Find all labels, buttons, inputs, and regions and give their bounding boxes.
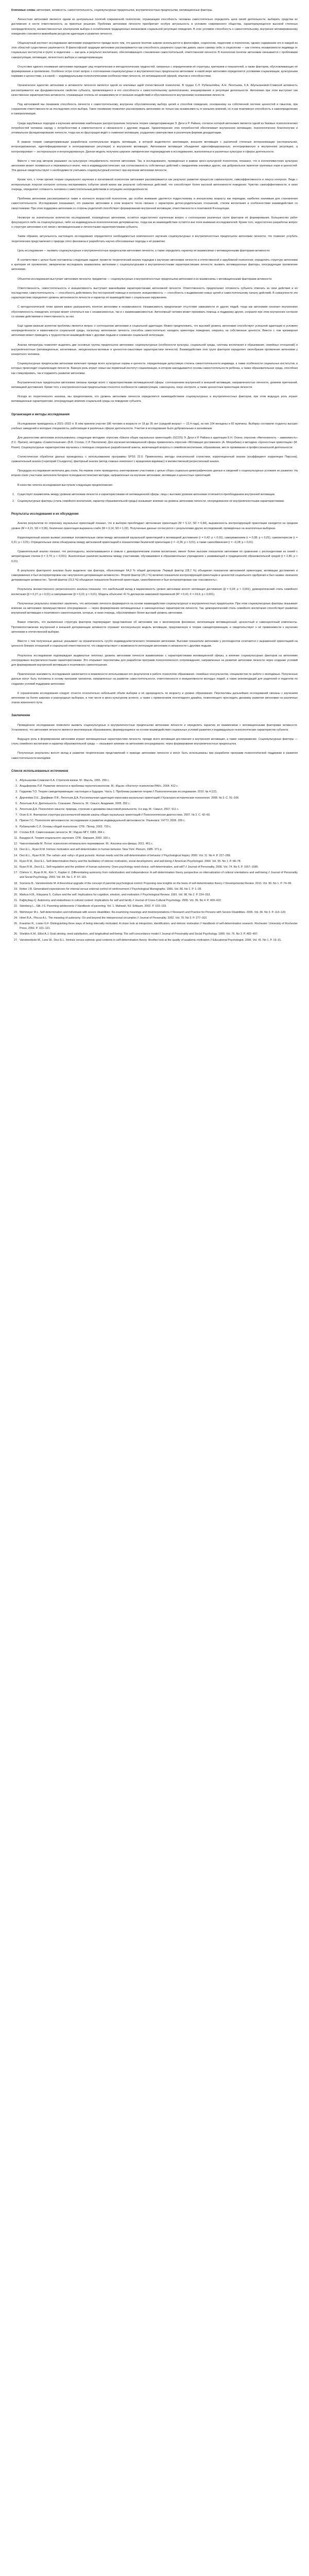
keywords-line [11, 8, 298, 13]
reference-item: 7. Осин Е.Н. Факторная структура русскоязычной версии шкалы общих каузальных ориентаций // Психологическая диагностика. 2007. № 3. С. 42–60. [19, 813, 298, 818]
reference-item: 24. Hmel B.A., Pincus A.L. The meaning of autonomy: On and beyond the interpersonal circumplex // Journal of Personality. 2002. Vol. 70. No 3. P. 277–310. [19, 916, 298, 921]
body-paragraph: Ответственность, самостоятельность и инициативность выступают важнейшими характеристиками автономной личности. Ответственность предполагает готовность субъекта отвечать за свои действия и их последствия; самостоятельность — способность действовать без посторонней помощи и контроля; инициативность — способность к выдвижению новых целей и самостоятельному началу действий. В совокупности эти характеристики определяют уровень автономности личности и характер её взаимодействия с социальным окружением. [11, 286, 298, 300]
reference-item: 6. Леонтьев Д.А. Психология смысла: природа, строение и динамика смысловой реальности. 3-е изд. М.: Смысл, 2007. 511 с. [19, 807, 298, 812]
body-paragraph: Несмотря на значительное количество исследований, посвящённых автономии, остаётся недостаточно изученным вопрос о соотношении различных групп факторов её формирования. Большинство работ фокусируется либо на социокультурных, либо на индивидуально-психологических детерминантах, тогда как их взаимодействие остаётся вне поля внимания исследователей. Кроме того, недостаточно разработан вопрос о структуре автономии и её связи с мотивационными и личностными характеристиками субъекта. [11, 216, 298, 229]
body-paragraph: Вместе с тем полученные данные указывают на ограниченность сугубо индивидуалистического понимания автономии. Высокие показатели автономии у респондентов сочетаются с выраженной ориентацией на ценности близких отношений и социальной ответственности, что свидетельствует о возможности интеграции автономии и связанности с другими людьми. [11, 640, 298, 648]
body-paragraph: Под автономией мы понимаем способность личности к самостоятельному, внутренне обусловленному выбору целей и способов поведения, основанному на собственной системе ценностей и смыслов, при сохранении ответственности за последствия этого выбора. Такое понимание позволяет рассматривать автономию не только как независимость от внешних влияний, но и как позитивную способность к самоопределению и самореализации. [11, 103, 298, 116]
body-paragraph: Для диагностики автономии использовались следующие методики: опросник «Шкала общих каузальных ориентаций» (GCOS) Э. Деси и Р. Райана в адаптации Е.Н. Осина; опросник «Автономность – зависимость» (Г.С. Пригин); методика «Самоотношение» (В.В. Столин, С.Р. Пантилеев). Для изучения мотивационной сферы применялись опросник «Мотивация достижения» (А. Мехрабиан) и методика «Ценностные ориентации» (М. Рокич). Социокультурные характеристики изучались с помощью специально разработанной анкеты, включающей вопросы о семейном воспитании, образовании, месте проживания и профессиональной деятельности. [11, 436, 298, 449]
conclusion-section [11, 723, 298, 761]
body-paragraph: Органическое единство автономии и активности личности является одной из ключевых идей отечественной психологии. В трудах С.Л. Рубинштейна, А.Н. Леонтьева, К.А. Абульхановой-Славской активность рассматривается как фундаментальное свойство субъекта, проявляющееся в его способности к самостоятельному целеполаганию, инициированию и регуляции деятельности. Автономия при этом выступает как качественная характеристика активности, отражающая степень её независимости от внешних воздействий и обусловленности внутренними основаниями личности. [11, 84, 298, 97]
reference-item: 19. Rotter J.B. Generalized expectancies for internal versus external control of reinforcement // Psychological Monographs. 1966. Vol. 80. No 1. P. 1–28. [19, 887, 298, 892]
hypothesis-text: Социокультурные факторы (стиль семейного воспитания, характер образовательной среды) оказывают влияние на уровень автономии личности, опосредованное её внутриличностными характеристиками. [18, 500, 285, 503]
body-paragraph: Социокультурные предпосылки автономии включают прежде всего культурные нормы и ценности, определяющие допустимую степень самостоятельности индивида, а также особенности социальных институтов, в которых происходит социализация личности. Важную роль играет семья как первичный институт социализации, в котором закладываются основы самостоятельности ребёнка, а также образовательная среда, способная как стимулировать, так и подавлять развитие автономии. [11, 362, 298, 375]
body-paragraph: Проблема автономии рассматривается также в контексте возрастной психологии, где особое внимание уделяется подростковому и юношескому возрасту как периодам, наиболее значимым для становления самостоятельности. Исследования показывают, что развитие автономии в этом возрасте тесно связано с характером детско-родительских отношений, стилем воспитания и особенностями взаимодействия со сверстниками. При этом поддержка автономии со стороны родителей способствует формированию внутренней мотивации, ответственности и позитивной Я-концепции. [11, 197, 298, 210]
body-paragraph: Ещё одним важным аспектом проблемы является вопрос о соотношении автономии и социальной адаптации. Можно предположить, что высокий уровень автономии способствует успешной адаптации в условиях неопределённости и изменчивости социальной среды, поскольку автономная личность способна самостоятельно находить ориентиры поведения, опираясь на собственные ценности. Вместе с тем чрезмерная автономия может приводить к трудностям во взаимодействии с другими людьми и снижению социальной интеграции. [11, 324, 298, 337]
reference-item: 15. Ryan R.M., Deci E.L. Self-determination theory and the facilitation of intrinsic motivation, social development, and well-being // American Psychologist. 2000. Vol. 55. No 1. P. 68–78. [19, 859, 298, 864]
hypothesis-text: Существует взаимосвязь между уровнем автономии личности и характеристиками её мотивационной сферы: лица с высоким уровнем автономии отличаются преобладанием внутренней мотивации. [18, 493, 276, 496]
body-paragraph: Процедура исследования включала два этапа. На первом этапе проводилось анкетирование участников с целью сбора социально-демографических данных и сведений о социокультурных условиях их развития. На втором этапе участники заполняли батарею психодиагностических методик, направленных на изучение автономии, мотивации и ценностных ориентаций. [11, 469, 298, 478]
hypothesis-item [11, 499, 298, 504]
reference-item: 4. Дергачёва О.Е., Дорфман Л.Я., Леонтьев Д.А. Русскоязычная адаптация опросника каузальных ориентаций // Культурно-историческая психология. 2008. № 3. С. 91–106. [19, 796, 298, 801]
body-paragraph: В соответствии с целью были поставлены следующие задачи: провести теоретический анализ подходов к изучению автономии личности в отечественной и зарубежной психологии; определить структуру автономии и критерии её проявления; эмпирически исследовать взаимосвязь автономии с социокультурными и внутриличностными характеристиками личности; выявить мотивационные факторы, опосредующие проявление автономии. [11, 258, 298, 272]
body-paragraph: Вместе с тем ряд авторов указывает на культурную специфичность понятия автономии. Так, в исследованиях, проведённых в рамках кросс-культурной психологии, показано, что в коллективистских культурах автономия может пониматься и переживаться иначе, чем в индивидуалистических: как согласованность собственных действий с ожиданиями значимых других, как добровольное принятие групповых норм и ценностей. Эти данные свидетельствуют о необходимости учитывать социокультурный контекст при изучении автономии личности. [11, 159, 298, 173]
hypotheses-list [11, 493, 298, 504]
reference-item: 14. Deci E.L., Ryan R.M. The «what» and «why» of goal pursuits: Human needs and the self-determination of behavior // Psychological Inquiry. 2000. Vol. 11. No 4. P. 227–268. [19, 854, 298, 858]
body-paragraph: В результате факторного анализа было выделено три фактора, объясняющих 64,3 % общей дисперсии. Первый фактор (28,7 %) объединил показатели автономной ориентации, мотивации достижения и самоуважения и был интерпретирован как «внутренняя детерминация активности». Второй фактор (20,1 %) включил показатели контролирующей ориентации и ценностей социального одобрения и был назван «внешняя детерминация активности». Третий фактор (15,5 %) объединил показатели безличной ориентации, самообвинения и был интерпретирован как «пассивность». [11, 569, 298, 582]
reference-item: 23. Wehmeyer M.L. Self-determination and individuals with severe disabilities: Re-examining meanings and misinterpretations // Research and Practice for Persons with Severe Disabilities. 2005. Vol. 30. No 3. P. 113–120. [19, 910, 298, 915]
body-paragraph: Личностная автономия является одним из центральных понятий современной психологии, отражающим способность человека самостоятельно определять цели своей деятельности, выбирать средства их достижения и нести ответственность за принятые решения. Проблема автономии личности приобретает особую актуальность в условиях современного общества, характеризующегося высокой степенью неопределённости, множественностью альтернатив выбора и ослаблением традиционных механизмов социальной регуляции поведения. В этих условиях способность к самостоятельному, внутренне мотивированному поведению становится важнейшим ресурсом адаптации и развития личности. [11, 18, 298, 36]
results-heading: Результаты исследования и их обсуждение [11, 513, 79, 516]
body-paragraph: Статистическая обработка данных проводилась с использованием программы SPSS 22.0. Применялись методы описательной статистики, корреляционный анализ (коэффициент корреляции Пирсона), сравнительный анализ (t-критерий Стьюдента), факторный анализ (метод главных компонент с вращением варимакс) и множественный регрессионный анализ. [11, 455, 298, 464]
conclusion-heading: Заключение [11, 714, 30, 718]
methods-heading: Организация и методы исследования [11, 413, 70, 416]
body-paragraph: Кроме того, с точки зрения теории социального научения и когнитивной психологии автономия рассматривается как результат развития процессов самоконтроля, самоэффективности и локуса контроля. Люди с интернальным локусом контроля склонны воспринимать события своей жизни как результат собственных действий, что способствует более высокой автономности поведения. Чувство самоэффективности, в свою очередь, определяет готовность человека к самостоятельным действиям в ситуациях неопределённости. [11, 178, 298, 191]
body-paragraph: Общенаучный контекст исследования автономии определяется прежде всего тем, что данное понятие широко используется в философии, социологии, педагогике и психологии, однако содержание его в каждой из этих областей существенно различается. В философской традиции автономия рассматривается как способность разумного существа давать закон самому себе; в социологии — как степень независимости индивида от социальных институтов и групп; в педагогике — как цель и результат воспитания, обеспечивающего становление самостоятельной, ответственной личности. В психологии понятие автономии связывается с проблемами саморегуляции, мотивации, личностного выбора и самодетерминации. [11, 42, 298, 59]
keywords-text: автономия, активность, самостоятельность, социокультурные предпосылки, внутриличностные предпосылки, мотивационные факторы. [36, 9, 213, 12]
body-paragraph: Сравнительный анализ показал, что респонденты, воспитывавшиеся в семьях с демократическим стилем воспитания, имеют более высокие показатели автономии по сравнению с респондентами из семей с авторитарным стилем (t = 3,74; p < 0,001). Аналогичные различия выявлены между участниками, обучавшимися в образовательных учреждениях с развивающей и традиционной образовательной средой (t = 2,86; p < 0,01). [11, 550, 298, 563]
references-list [11, 778, 298, 943]
hypothesis-number: 1. [12, 493, 15, 496]
reference-item: 13. Deci E.L., Ryan R.M. Intrinsic motivation and self-determination in human behavior. New York: Plenum, 1985. 371 p. [19, 848, 298, 852]
body-paragraph: Отсутствие единого понимания автономии порождает ряд теоретических и методологических трудностей, связанных с определением её структуры, критериев и показателей, а также факторов, обусловливающих её формирование и проявление. Особенно остро стоит вопрос о соотношении социокультурных и внутриличностных предпосылок автономии: в какой мере автономия определяется условиями социализации, культурными нормами и ценностями, а в какой — индивидуальными психологическими особенностями личности, её мотивационной сферой, опытом и способностями. [11, 65, 298, 78]
hypothesis-item [11, 493, 298, 497]
reference-item: 26. Sheldon K.M., Elliot A.J. Goal striving, need satisfaction, and longitudinal well-being: The self-concordance model // Journal of Personality and Social Psychology. 1999. Vol. 76. No 3. P. 482–497. [19, 932, 298, 937]
reference-item: 8. Пригин Г.С. Психология автономности: исследование и развитие индивидуальной автономности. Ульяновск: УлГТУ, 2006. 206 с. [19, 819, 298, 823]
body-paragraph: Проведённое исследование позволило выявить социокультурные и внутриличностные предпосылки автономии личности и определить характер их взаимосвязи с мотивационными факторами активности. Установлено, что автономия личности является многомерным образованием, формирующимся на основе взаимодействия социальных условий развития и индивидуально-психологических характеристик субъекта. [11, 723, 298, 732]
introduction-section [11, 18, 298, 404]
reference-item: 16. Ryan R.M., Deci E.L. Self-regulation and the problem of human autonomy: Does psychology need choice, self-determination, and will? // Journal of Personality. 2006. Vol. 74. No 6. P. 1557–1585. [19, 865, 298, 870]
body-paragraph: Внутриличностные предпосылки автономии связаны прежде всего с характеристиками мотивационной сферы: соотношением внутренней и внешней мотивации, направленностью личности, уровнем притязаний, мотивацией достижения. Кроме того, к внутриличностным предпосылкам относятся особенности саморегуляции, самооценка, локус контроля, а также ценностные ориентации личности. [11, 381, 298, 389]
body-paragraph: Важно отметить, что выявленная структура факторов подтверждает представление об автономии как о многомерном феномене, включающем мотивационный, ценностный и самооценочный компоненты. Противопоставление внутренней и внешней детерминации активности отражает континуальную модель мотивации, предложенную в теории самодетерминации, и свидетельствует о её применимости к изучению автономии в отечественной выборке. [11, 621, 298, 634]
reference-item: 9. Рубинштейн С.Л. Основы общей психологии. СПб.: Питер, 2002. 720 с. [19, 825, 298, 829]
body-paragraph: Результаты множественного регрессионного анализа показали, что наибольший вклад в вариативность уровня автономии вносят мотивация достижения (β = 0,34; p < 0,001), демократический стиль семейного воспитания (β = 0,27; p < 0,01) и самоуважение (β = 0,22; p < 0,01). Модель объясняет 41 % дисперсии зависимой переменной (R² = 0,41; F = 24,6; p < 0,001). [11, 588, 298, 596]
reference-item: 5. Леонтьев А.Н. Деятельность. Сознание. Личность. М.: Смысл; Академия, 2005. 352 с. [19, 802, 298, 806]
reference-item: 17. Chirkov V., Ryan R.M., Kim Y., Kaplan U. Differentiating autonomy from individualism and independence: A self-determination theory perspective on internalization of cultural orientations and well-being // Journal of Personality and Social Psychology. 2003. Vol. 84. No 1. P. 97–110. [19, 871, 298, 880]
body-paragraph: Корреляционный анализ выявил значимые положительные связи между автономной каузальной ориентацией и мотивацией достижения (r = 0,42; p < 0,01), самоуважением (r = 0,38; p < 0,01), самоинтересом (r = 0,31; p < 0,01). Отрицательные связи обнаружены между автономной ориентацией и показателями безличной ориентации (r = –0,36; p < 0,01), а также самообвинения (r = –0,28; p < 0,01). [11, 536, 298, 545]
body-paragraph: С методологической точки зрения важно разграничить понятия автономии и независимости. Независимость предполагает отсутствие зависимости от других людей, тогда как автономия означает внутреннюю обусловленность поведения, которая может сочетаться как с независимостью, так и с взаимозависимостью. Автономный человек может принимать помощь и поддержку других, сохраняя при этом внутреннее согласие со своими действиями и ответственность за них. [11, 306, 298, 318]
reference-item: 25. Koestner R., Losier G.F. Distinguishing three ways of being internally motivated: A closer look at introjection, identification, and intrinsic motivation // Handbook of self-determination research. Rochester: University of Rochester Press, 2002. P. 101–121. [19, 922, 298, 931]
body-paragraph: Ведущую роль в формировании автономии играют мотивационные характеристики личности, прежде всего мотивация достижения и внутренняя мотивация, а также самоуважение. Социокультурные факторы — стиль семейного воспитания и характер образовательной среды — оказывают влияние на автономию опосредованно, через формирование внутриличностных предпосылок. [11, 737, 298, 746]
body-paragraph: Полученные результаты вносят вклад в развитие теоретических представлений о природе автономии личности и могут быть использованы при разработке программ психологической поддержки и развития самостоятельности молодёжи. [11, 752, 298, 760]
body-paragraph: Таким образом, актуальность настоящего исследования определяется необходимостью комплексного изучения социокультурных и внутриличностных предпосылок автономии личности, что позволит углубить теоретические представления о природе этого феномена и разработать научно обоснованные подходы к её развитию. [11, 235, 298, 243]
body-paragraph: Исходя из теоретического анализа, мы предположили, что уровень автономии личности определяется взаимодействием социокультурных и внутриличностных факторов, при этом ведущую роль играют мотивационные характеристики, опосредующие влияние социальной среды на поведение субъекта. [11, 395, 298, 403]
body-paragraph: Практическая значимость исследования заключается в возможности использования его результатов в работе психологов образования, семейных консультантов, специалистов по работе с молодёжью. Полученные данные могут быть положены в основу программ тренингов, направленных на развитие самостоятельности, ответственности и инициативности молодых людей, а также рекомендаций для родителей и педагогов по созданию условий поддержки автономии. [11, 673, 298, 686]
reference-item: 11. Бандура А. Теория социального научения. СПб.: Евразия, 2000. 320 с. [19, 836, 298, 841]
references-heading: Список использованных источников [11, 769, 68, 773]
body-paragraph: Среди зарубежных подходов к изучению автономии наибольшее распространение получила теория самодетерминации Э. Деси и Р. Райана, согласно которой автономия является одной из базовых психологических потребностей человека наряду с потребностями в компетентности и связанности с другими людьми. Удовлетворение этих потребностей обеспечивает внутреннюю мотивацию, психологическое благополучие и оптимальное функционирование личности, тогда как их фрустрация ведёт к снижению мотивации, ухудшению самочувствия и различным формам дезадаптации. [11, 122, 298, 135]
reference-item: 18. Soenens B., Vansteenkiste M. A theoretical upgrade of the concept of parental psychological control: Proposing new insights on the basis of self-determination theory // Developmental Review. 2010. Vol. 30. No 1. P. 74–99. [19, 882, 298, 886]
reference-item: 2. Анцыферова Л.И. Развитие личности и проблемы геронтопсихологии. М.: Изд-во «Институт психологии РАН», 2004. 412 с. [19, 784, 298, 789]
body-paragraph: Анализ литературы позволяет выделить две основные группы предпосылок автономии: социокультурные (особенности культуры, социальной среды, системы воспитания и образования, семейных отношений) и внутриличностные (мотивационные, когнитивные, эмоционально-волевые и ценностно-смысловые характеристики личности). Взаимодействие этих групп факторов определяет своеобразие проявления автономии у конкретного человека. [11, 343, 298, 356]
reference-item: 22. Steinberg L., Silk J.S. Parenting adolescents // Handbook of parenting. Vol. 1. Mahwah, NJ: Erlbaum, 2002. P. 103–133. [19, 904, 298, 909]
hypothesis-number: 2. [12, 500, 15, 503]
reference-item: 1. Абульханова-Славская К.А. Стратегия жизни. М.: Мысль, 1991. 299 с. [19, 778, 298, 783]
body-paragraph: К ограничениям исследования следует отнести относительно небольшой объём выборки и её однородность по возрасту и уровню образования. Перспективы дальнейших исследований связаны с изучением автономии на более широких и разнородных выборках, в том числе в кросс-культурном аспекте, а также с применением лонгитюдного дизайна, позволяющего проследить динамику развития автономии на различных этапах жизненного пути. [11, 691, 298, 705]
reference-item: 21. Kağıtçıbaşı Ç. Autonomy and relatedness in cultural context: Implications for self and family // Journal of Cross-Cultural Psychology. 2005. Vol. 36. No 4. P. 403–422. [19, 899, 298, 903]
body-paragraph: Объектом исследования выступает автономия личности; предметом — социокультурные и внутриличностные предпосылки автономии и их взаимосвязь с мотивационными факторами активности. [18, 277, 272, 281]
reference-item: 12. Чиксентмихайи М. Поток: психология оптимального переживания. М.: Альпина нон-фикшн, 2011. 461 с. [19, 842, 298, 846]
body-paragraph: В рамках теории самодетерминации разработана континуальная модель мотивации, в которой выделяются амотивация, внешняя мотивация с различной степенью интернализации (экстернальная, интроецированная, идентифицированная и интегрированная регуляция) и внутренняя мотивация. Автономная мотивация объединяет идентифицированную, интегрированную и внутреннюю регуляцию, а контролируемая — экстернальную и интроецированную. Данная модель получила широкое эмпирическое подтверждение в исследованиях, выполненных в различных культурах и сферах деятельности. [11, 141, 298, 154]
body-paragraph: Анализ результатов по опроснику каузальных ориентаций показал, что в выборке преобладает автономная ориентация (M = 5,12; SD = 0,84), выраженность контролирующей ориентации находится на среднем уровне (M = 4,21; SD = 0,96), безличная ориентация выражена слабо (M = 3,14; SD = 1,02). Полученные данные согласуются с результатами других исследований, проведённых на аналогичных выборках. [11, 522, 298, 530]
methods-section [11, 422, 298, 488]
body-paragraph: Полученные результаты позволяют заключить, что автономия личности формируется на основе взаимодействия социокультурных и внутриличностных предпосылок. При этом социокультурные факторы оказывают влияние на автономию преимущественно опосредованно — через формирование мотивационных и самооценочных характеристик личности. Так, демократический стиль семейного воспитания способствует развитию внутренней мотивации и позитивного самоотношения, которые, в свою очередь, обусловливают более высокий уровень автономии. [11, 602, 298, 615]
body-paragraph: Цель исследования — выявить социокультурные и внутриличностные предпосылки автономии личности, а также определить характер их взаимосвязи с мотивационными факторами активности. [18, 249, 270, 252]
reference-item: 20. Markus H.R., Kitayama S. Culture and the self: Implications for cognition, emotion, and motivation // Psychological Review. 1991. Vol. 98. No 2. P. 224–253. [19, 893, 298, 897]
results-section [11, 521, 298, 705]
body-paragraph: Результаты исследования подтверждают выдвинутые гипотезы: уровень автономии личности взаимосвязан с характеристиками мотивационной сферы, а влияние социокультурных факторов на автономию опосредовано внутриличностными характеристиками. Это открывает перспективы для разработки программ психологического сопровождения, направленных на развитие автономии личности через создание условий для формирования внутренней мотивации и позитивного самоотношения. [11, 654, 298, 667]
body-paragraph: Исследование проводилось в 2021–2022 гг. В нём приняли участие 186 человек в возрасте от 18 до 35 лет (средний возраст — 22,4 года), из них 104 женщины и 82 мужчины. Выборку составили студенты высших учебных заведений и молодые специалисты, работающие в различных сферах деятельности. Участие в исследовании было добровольным и анонимным. [11, 422, 298, 430]
keywords-label: Ключевые слова: [11, 9, 36, 12]
reference-item: 3. Гордеева Т.О. Теория самодетерминации: настоящее и будущее. Часть 1: Проблемы развития теории // Психологические исследования. 2010. № 4 (12). [19, 790, 298, 794]
body-paragraph: В качестве гипотез исследования выступили следующие предположения: [18, 483, 113, 487]
reference-item: 27. Vansteenkiste M., Lens W., Deci E.L. Intrinsic versus extrinsic goal contents in self-determination theory: Another look at the quality of academic motivation // Educational Psychologist. 2006. Vol. 41. No 1. P. 19–31. [19, 938, 298, 943]
reference-item: 10. Столин В.В. Самосознание личности. М.: Изд-во МГУ, 1983. 284 с. [19, 831, 298, 835]
